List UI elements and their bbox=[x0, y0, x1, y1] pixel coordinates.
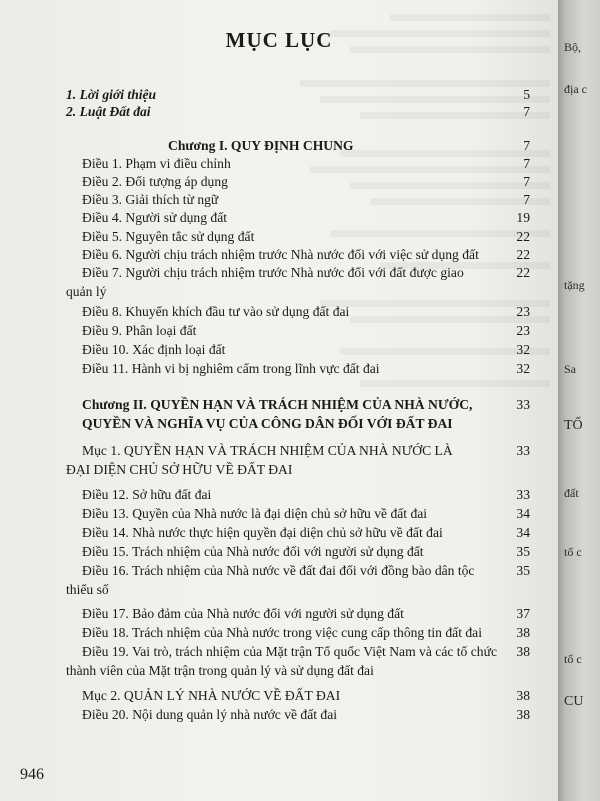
adjacent-page-text: tổ c bbox=[564, 545, 582, 559]
adjacent-page-text: CU bbox=[564, 694, 584, 709]
adjacent-page-text: địa c bbox=[564, 82, 587, 96]
adjacent-page-text: tổ c bbox=[564, 652, 582, 666]
adjacent-page-text: Bộ, bbox=[564, 40, 582, 54]
adjacent-page-text: đất bbox=[564, 486, 579, 500]
adjacent-page-text: Sa bbox=[564, 362, 576, 376]
page-title: MỤC LỤC bbox=[225, 28, 333, 52]
adjacent-page-edge bbox=[558, 0, 600, 801]
table-of-contents: 1. Lời giới thiệu 5 2. Luật Đất đai 7 Chương I. QUY ĐỊNH CHUNG 7 Điều 1. Phạm vi điều chỉnh 7 Điều 2. Đối tượng áp dụng 7 Điều 3. Giải thích từ ngữ 7 Điều 4. Người sử dụng đất 19 Điều 5. Nguyên tắc sử dụng đất 22 Điều 6. Người chịu trách nhiệm trước Nhà nước đối với việc sử dụng đất 22 Điều 7. Người chịu trách nhiệm trước Nhà nước đối với đất được giao 22 quản lý Điều 8. Khuyến khích đầu tư vào sử dụng đất đai 23 Điều 9. Phân loại đất 23 Điều 10. Xác định loại đất 32 Điều 11. Hành vi bị nghiêm cấm trong lĩnh vực đất đai 32 Chương II. QUYỀN HẠN VÀ TRÁCH NHIỆM CỦA NHÀ NƯỚC, 33 QUYỀN VÀ NGHĨA VỤ CỦA CÔNG DÂN ĐỐI VỚI ĐẤT ĐAI Mục 1. QUYỀN HẠN VÀ TRÁCH NHIỆM CỦA NHÀ NƯỚC LÀ 33 ĐẠI DIỆN CHỦ SỞ HỮU VỀ ĐẤT ĐAI Điều 12. Sở hữu đất đai 33 Điều 13. Quyền của Nhà nước là đại diện chủ sở hữu về đất đai 34 Điều 14. Nhà nước thực hiện quyền đại diện chủ sở hữu về đất đai 34 Điều 15. Trách nhiệm của Nhà nước đối với người sử dụng đất 35 Điều 16. Trách nhiệm của Nhà nước về đất đai đối với đồng bào dân tộc 35 thiểu số Điều 17. Bảo đảm của Nhà nước đối với người sử dụng đất 37 Điều 18. Trách nhiệm của Nhà nước trong việc cung cấp thông tin đất đai 38 Điều 19. Vai trò, trách nhiệm của Mặt trận Tổ quốc Việt Nam và các tổ chức 38 thành viên của Mặt trận trong quản lý và sử dụng đất đai Mục 2. QUẢN LÝ NHÀ NƯỚC VỀ ĐẤT ĐAI 38 Điều 20. Nội dung quản lý nhà nước về đất đai 38 bbox=[66, 87, 530, 722]
page-number: 946 bbox=[20, 766, 44, 783]
adjacent-page-text: tặng bbox=[564, 278, 585, 292]
adjacent-page-text: TỔ bbox=[564, 418, 583, 433]
